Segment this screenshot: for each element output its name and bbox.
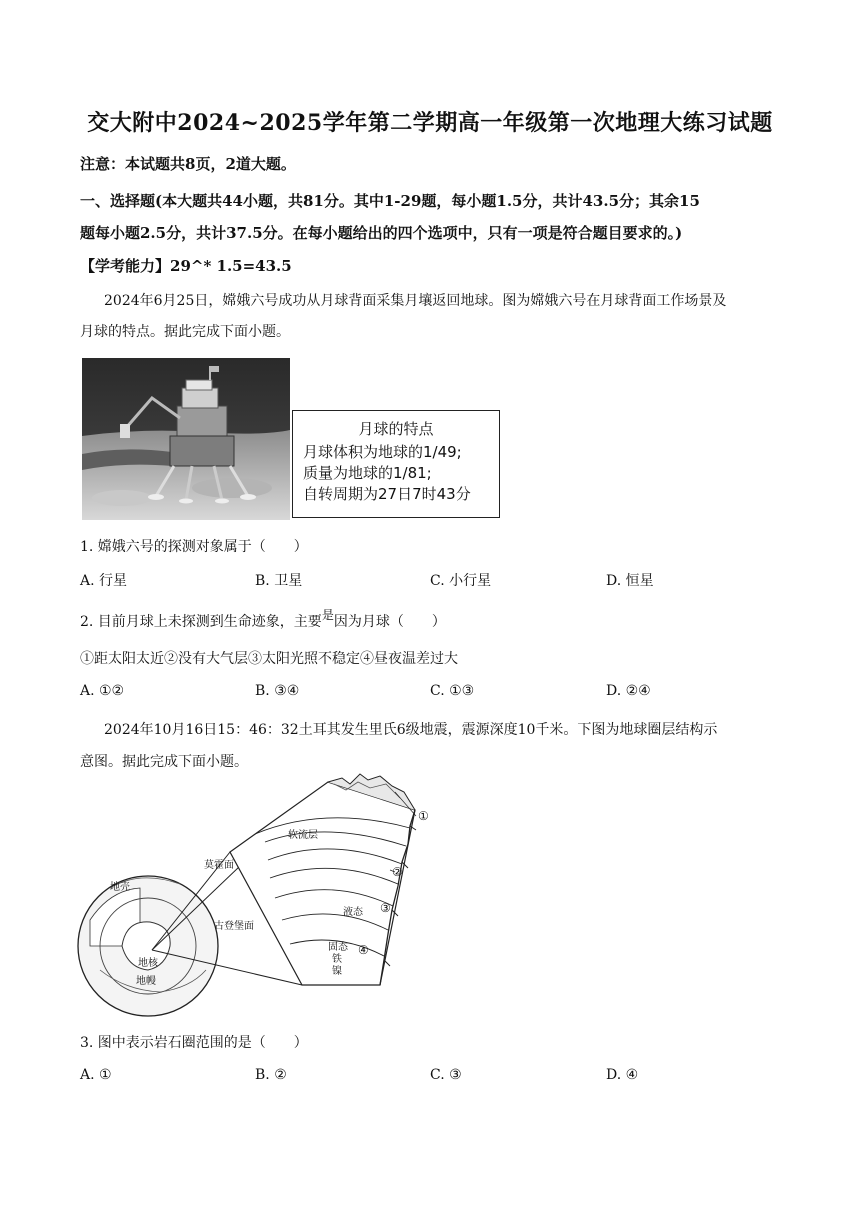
label-crust: 地壳	[110, 882, 130, 893]
moon-feature-volume: 月球体积为地球的1/49;	[303, 443, 462, 461]
q1-option-d[interactable]: D. 恒星	[606, 573, 654, 589]
passage2-line2: 意图。据此完成下面小题。	[80, 754, 248, 770]
question-1-stem: 1. 嫦娥六号的探测对象属于（ ）	[80, 539, 308, 555]
question-2-stem	[80, 608, 446, 631]
earth-layers-diagram	[70, 770, 440, 1026]
moon-feature-mass: 质量为地球的1/81;	[303, 464, 432, 482]
q2-option-b[interactable]: B. ③④	[255, 683, 300, 699]
q2-stem-part-b: 因为月球（ ）	[333, 614, 446, 630]
passage2-line1: 2024年10月16日15：46：32土耳其发生里氏6级地震，震源深度10千米。下图为地球圈层结构示	[104, 722, 718, 738]
label-solid-line3: 镍	[332, 966, 342, 977]
q3-option-d[interactable]: D. ④	[606, 1067, 639, 1083]
label-n2: ②	[392, 865, 403, 879]
page-title: 交大附中2024~2025学年第二学期高一年级第一次地理大练习试题	[87, 110, 773, 136]
label-solid-line2: 铁	[332, 954, 342, 965]
label-core: 地核	[138, 958, 158, 969]
section-instructions-line2: 题每小题2.5分，共计37.5分。在每小题给出的四个选项中，只有一项是符合题目要求的。)	[80, 224, 683, 242]
notice-text: 注意：本试题共8页，2道大题。	[80, 155, 296, 173]
moon-features-box	[292, 410, 500, 518]
q1-option-b[interactable]: B. 卫星	[255, 573, 303, 589]
q2-option-c[interactable]: C. ①③	[430, 683, 475, 699]
q1-option-c[interactable]: C. 小行星	[430, 573, 492, 589]
moon-feature-rotation: 自转周期为27日7时43分	[303, 485, 471, 503]
q2-option-d[interactable]: D. ②④	[606, 683, 651, 699]
lander-photo	[82, 358, 290, 520]
q2-option-a[interactable]: A. ①②	[80, 683, 125, 699]
label-liquid: 液态	[343, 907, 363, 918]
moon-features-heading: 月球的特点	[358, 420, 434, 438]
q3-option-c[interactable]: C. ③	[430, 1067, 462, 1083]
label-moho: 莫霍面	[204, 860, 234, 871]
q2-stem-part-a: 2. 目前月球上未探测到生命迹象，主要	[80, 614, 322, 630]
label-mantle: 地幔	[136, 976, 156, 987]
label-gutenberg: 古登堡面	[214, 921, 254, 932]
label-solid-line1: 固态	[328, 942, 348, 953]
q3-option-a[interactable]: A. ①	[80, 1067, 112, 1083]
label-n4: ④	[358, 943, 369, 957]
label-n1: ①	[418, 809, 429, 823]
q2-stem-superscript: 是	[321, 608, 334, 622]
passage1-line2: 月球的特点。据此完成下面小题。	[80, 324, 290, 340]
passage1-line1: 2024年6月25日，嫦娥六号成功从月球背面采集月壤返回地球。图为嫦娥六号在月球背面工作场景及	[104, 293, 727, 309]
q2-statements: ①距太阳太近②没有大气层③太阳光照不稳定④昼夜温差过大	[80, 651, 458, 667]
q1-option-a[interactable]: A. 行星	[80, 573, 128, 589]
q3-option-b[interactable]: B. ②	[255, 1067, 287, 1083]
section-tag: 【学考能力】29^* 1.5=43.5	[80, 257, 292, 275]
label-n3: ③	[380, 901, 391, 915]
question-3-stem: 3. 图中表示岩石圈范围的是（ ）	[80, 1035, 308, 1051]
section-instructions-line1: 一、选择题(本大题共44小题，共81分。其中1-29题，每小题1.5分，共计43.5分；其余15	[80, 192, 700, 210]
label-asthenosphere: 软流层	[288, 830, 318, 841]
